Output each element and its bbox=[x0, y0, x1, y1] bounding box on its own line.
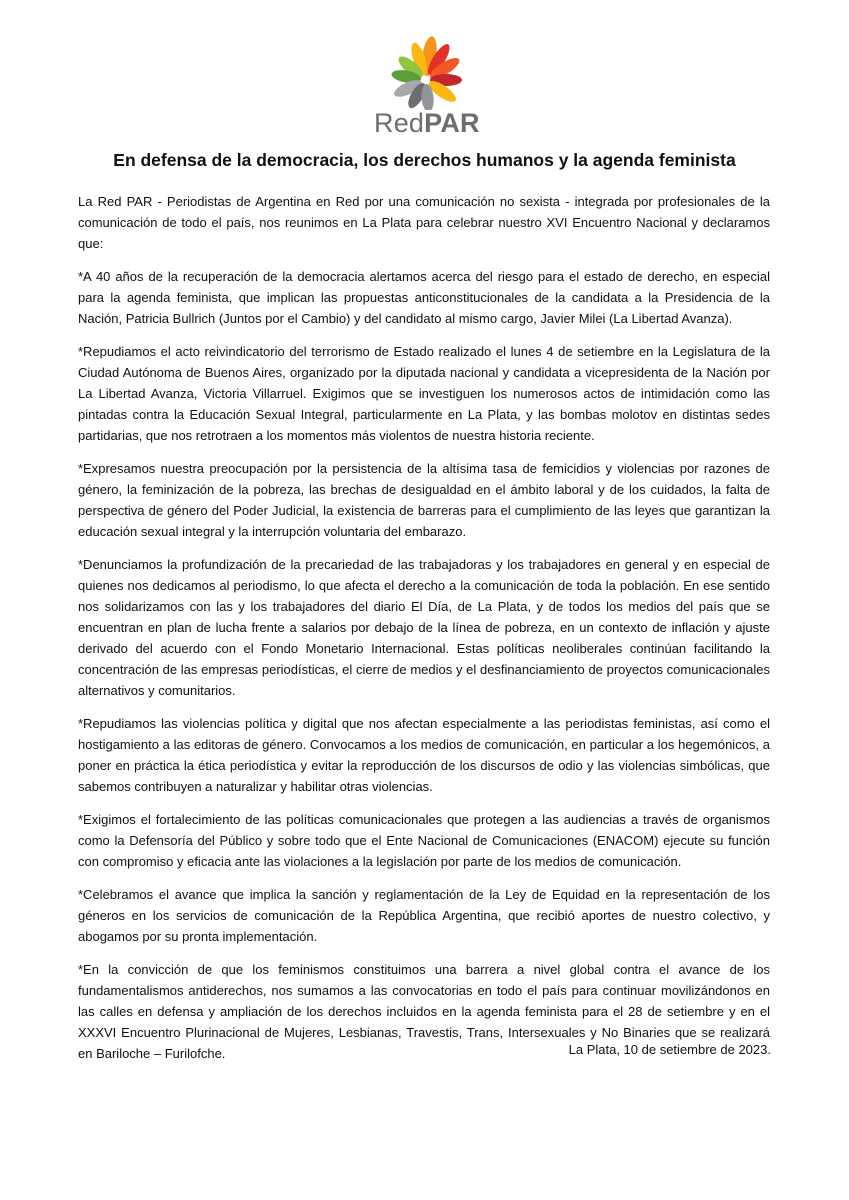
paragraph-workers: *Denunciamos la profundización de la precariedad de las trabajadoras y los trabajadores en general y en especial de quienes nos dedicamos al periodismo, lo que afecta el derecho a la comunicación de toda la población. En ese sentido nos solidarizamos con las y los trabajadores del diario El Día, de La Plata, y de todos los medios del país que se encuentran en plan de lucha frente a salarios por debajo de la línea de pobreza, en un contexto de inflación y ajuste derivado del acuerdo con el Fondo Monetario Internacional. Estas políticas neoliberales continúan facilitando la concentración de las empresas periodísticas, el cierre de medios y el desfinanciamiento de proyectos comunicacionales alternativos y comunitarios. bbox=[78, 557, 770, 698]
paragraph-mobilization: *En la convicción de que los feminismos constituimos una barrera a nivel global contra el avance de los fundamentalismos antiderechos, nos sumamos a las convocatorias en todo el país para continuar movilizándonos en las calles en defensa y ampliación de los derechos incluidos en la agenda feminista para el 28 de setiembre y en el XXXVI Encuentro Plurinacional de Mujeres, Lesbianas, Travestis, Trans, Intersexuales y No Binaries que se realizará en Bariloche – Furilofche. bbox=[78, 962, 770, 1061]
paragraph-intro: La Red PAR - Periodistas de Argentina en Red por una comunicación no sexista - integrada por profesionales de la comunicación de todo el país, nos reunimos en La Plata para celebrar nuestro XVI Encuentro Nacional y declaramos que: bbox=[78, 194, 770, 251]
signoff-date: La Plata, 10 de setiembre de 2023. bbox=[568, 1042, 771, 1057]
paragraph-femicides: *Expresamos nuestra preocupación por la persistencia de la altísima tasa de femicidios y violencias por razones de género, la feminización de la pobreza, las brechas de desigualdad en el ámbito laboral y de los cuidados, la falta de perspectiva de género del Poder Judicial, la existencia de barreras para el cumplimiento de las leyes que garantizan la educación sexual integral y la interrupción voluntaria del embarazo. bbox=[78, 461, 770, 539]
paragraph-equity-law: *Celebramos el avance que implica la sanción y reglamentación de la Ley de Equidad en la representación de los géneros en los servicios de comunicación de la República Argentina, que recibió aportes de nuestro colectivo, y abogamos por su pronta implementación. bbox=[78, 887, 770, 944]
logo-word-red: Red bbox=[374, 108, 425, 138]
document-title: En defensa de la democracia, los derechos humanos y la agenda feminista bbox=[113, 150, 736, 170]
redpar-logo bbox=[374, 28, 478, 138]
document-body bbox=[78, 191, 770, 1076]
paragraph-policies: *Exigimos el fortalecimiento de las políticas comunicacionales que protegen a las audiencias a través de organismos como la Defensoría del Público y sobre todo que el Ente Nacional de Comunicaciones (ENACOM) ejecute su función con compromiso y eficacia ante las violaciones a la legislación por parte de los medios de comunicación. bbox=[78, 812, 770, 869]
paragraph-repudiation: *Repudiamos el acto reivindicatorio del terrorismo de Estado realizado el lunes 4 de setiembre en la Legislatura de la Ciudad Autónoma de Buenos Aires, organizado por la diputada nacional y candidata a vicepresidenta de la Nación por La Libertad Avanza, Victoria Villarruel. Exigimos que se investiguen los numerosos actos de intimidación como las pintadas contra la Educación Sexual Integral, particularmente en La Plata, y las bombas molotov en distintas sedes partidarias, que nos retrotraen a los momentos más violentos de nuestra historia reciente. bbox=[78, 344, 770, 443]
paragraph-democracy: *A 40 años de la recuperación de la democracia alertamos acerca del riesgo para el estado de derecho, en especial para la agenda feminista, que implican las propuestas anticonstitucionales de la candidata a la Presidencia de la Nación, Patricia Bullrich (Juntos por el Cambio) y del candidato al mismo cargo, Javier Milei (La Libertad Avanza). bbox=[78, 269, 770, 326]
paragraph-violence: *Repudiamos las violencias política y digital que nos afectan especialmente a las periodistas feministas, así como el hostigamiento a las editoras de género. Convocamos a los medios de comunicación, en particular a los hegemónicos, a poner en práctica la ética periodística y evitar la reproducción de los discursos de odio y las violencias simbólicas, que sabemos contribuyen a naturalizar y habilitar otras violencias. bbox=[78, 716, 770, 794]
logo-word-par: PAR bbox=[424, 108, 480, 138]
flower-logo-icon bbox=[374, 28, 478, 110]
logo-wordmark bbox=[374, 108, 478, 138]
